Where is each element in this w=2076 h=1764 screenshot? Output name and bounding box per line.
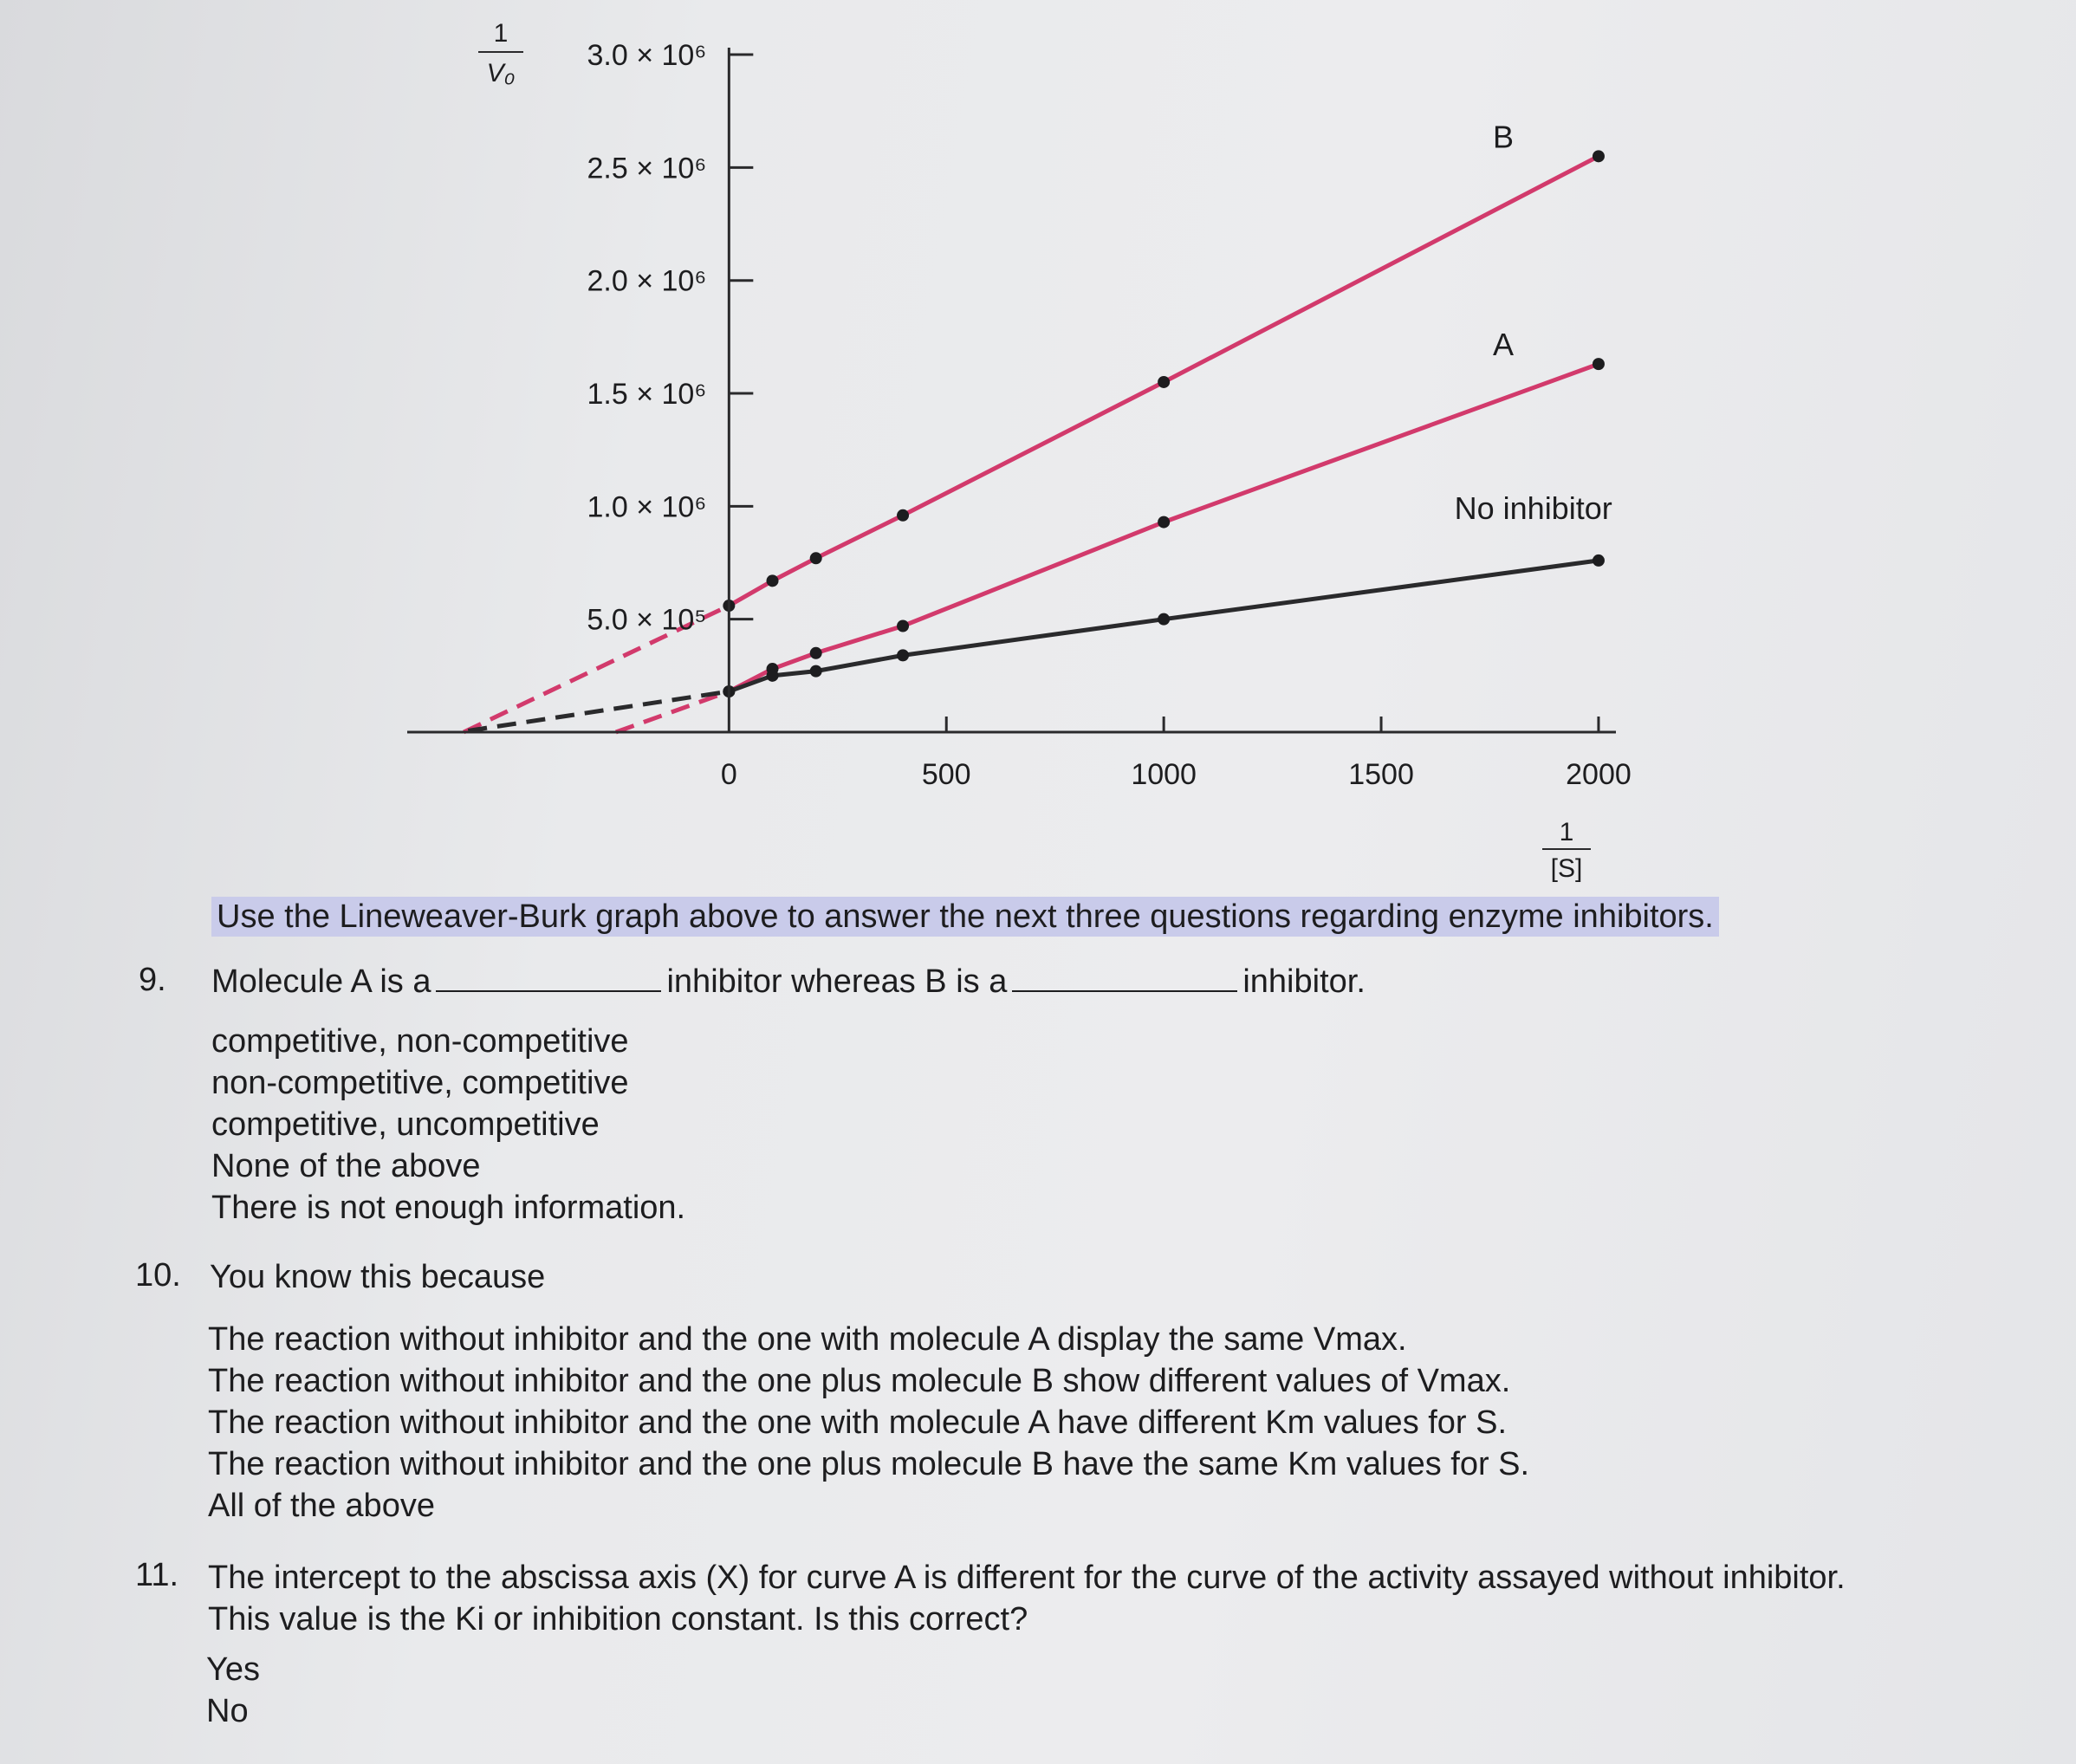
q11-option-no[interactable]: No bbox=[206, 1693, 249, 1729]
q9-text-part3: inhibitor. bbox=[1242, 963, 1366, 1000]
series-b-point bbox=[897, 509, 909, 522]
y-tick-label: 1.5 × 10⁶ bbox=[587, 378, 707, 412]
q9-text-part2: inhibitor whereas B is a bbox=[666, 963, 1008, 1000]
q11-stem bbox=[208, 1557, 1846, 1640]
y-tick-label: 5.0 × 10⁵ bbox=[587, 603, 707, 637]
q10-option[interactable]: The reaction without inhibitor and the one with molecule A display the same Vmax. bbox=[208, 1321, 1407, 1358]
q9-blank-2[interactable] bbox=[1012, 964, 1237, 992]
series-no-inhibitor-line bbox=[729, 561, 1599, 691]
y-axis-label-denominator: V₀ bbox=[486, 59, 516, 88]
series-no-inhibitor-label: No inhibitor bbox=[1454, 490, 1612, 526]
series-a-point bbox=[1593, 358, 1605, 370]
y-tick-label: 2.0 × 10⁶ bbox=[587, 264, 707, 298]
series-no-inhibitor-point bbox=[897, 649, 909, 661]
q9-option[interactable]: non-competitive, competitive bbox=[211, 1065, 629, 1101]
x-tick-label: 0 bbox=[720, 758, 737, 791]
series-no-inhibitor-point bbox=[1158, 613, 1170, 626]
q11-line-1: The intercept to the abscissa axis (X) for curve A is different for the curve of the activity assayed without inhibitor. bbox=[208, 1560, 1846, 1596]
series-b-point bbox=[1593, 150, 1605, 162]
q10-option[interactable]: The reaction without inhibitor and the one plus molecule B show different values of Vmax. bbox=[208, 1363, 1511, 1399]
x-tick-label: 2000 bbox=[1566, 758, 1632, 791]
y-axis-label-numerator: 1 bbox=[493, 19, 509, 48]
series-b-label: B bbox=[1492, 119, 1514, 155]
series-no-inhibitor-point bbox=[810, 665, 822, 678]
x-tick-label: 500 bbox=[921, 758, 971, 791]
series-no-inhibitor-point bbox=[767, 670, 779, 682]
series-a-point bbox=[810, 647, 822, 659]
q10-text: You know this because bbox=[210, 1259, 546, 1295]
q9-options bbox=[211, 1021, 685, 1229]
q10-number: 10. bbox=[135, 1257, 181, 1294]
q10-options bbox=[208, 1319, 1529, 1527]
q9-stem bbox=[211, 962, 1366, 1002]
q11-option-yes[interactable]: Yes bbox=[206, 1651, 260, 1688]
x-tick-label: 1000 bbox=[1131, 758, 1197, 791]
x-tick-label: 1500 bbox=[1348, 758, 1414, 791]
y-tick-label: 2.5 × 10⁶ bbox=[587, 152, 707, 185]
q11-number: 11. bbox=[135, 1557, 179, 1593]
series-no-inhibitor-point bbox=[1593, 554, 1605, 567]
q9-option[interactable]: competitive, uncompetitive bbox=[211, 1106, 600, 1143]
q9-blank-1[interactable] bbox=[436, 964, 661, 992]
series-b-point bbox=[1158, 376, 1170, 388]
q11-options bbox=[206, 1649, 260, 1732]
x-axis-label-denominator: [S] bbox=[1550, 854, 1583, 883]
series-a-point bbox=[1158, 516, 1170, 529]
q9-number: 9. bbox=[139, 962, 166, 998]
q9-option[interactable]: There is not enough information. bbox=[211, 1190, 686, 1226]
series-b-point bbox=[810, 552, 822, 564]
y-tick-label: 1.0 × 10⁶ bbox=[587, 490, 707, 524]
y-tick-label: 3.0 × 10⁶ bbox=[587, 39, 707, 73]
q10-option[interactable]: The reaction without inhibitor and the one plus molecule B have the same Km values for S. bbox=[208, 1446, 1530, 1482]
q11-line-2: This value is the Ki or inhibition constant. Is this correct? bbox=[208, 1601, 1028, 1638]
x-axis-label-numerator: 1 bbox=[1559, 818, 1574, 846]
series-a-extrapolation bbox=[616, 691, 729, 732]
q9-option[interactable]: competitive, non-competitive bbox=[211, 1023, 629, 1060]
q10-option[interactable]: The reaction without inhibitor and the one with molecule A have different Km values for S. bbox=[208, 1404, 1508, 1441]
series-b-point bbox=[767, 574, 779, 587]
instruction-text: Use the Lineweaver-Burk graph above to answer the next three questions regarding enzyme inhibitors. bbox=[211, 897, 1719, 937]
series-a-label: A bbox=[1492, 327, 1514, 363]
q10-option[interactable]: All of the above bbox=[208, 1488, 435, 1524]
q9-option[interactable]: None of the above bbox=[211, 1148, 481, 1184]
q9-text-part1: Molecule A is a bbox=[211, 963, 431, 1000]
series-a-point bbox=[897, 619, 909, 632]
